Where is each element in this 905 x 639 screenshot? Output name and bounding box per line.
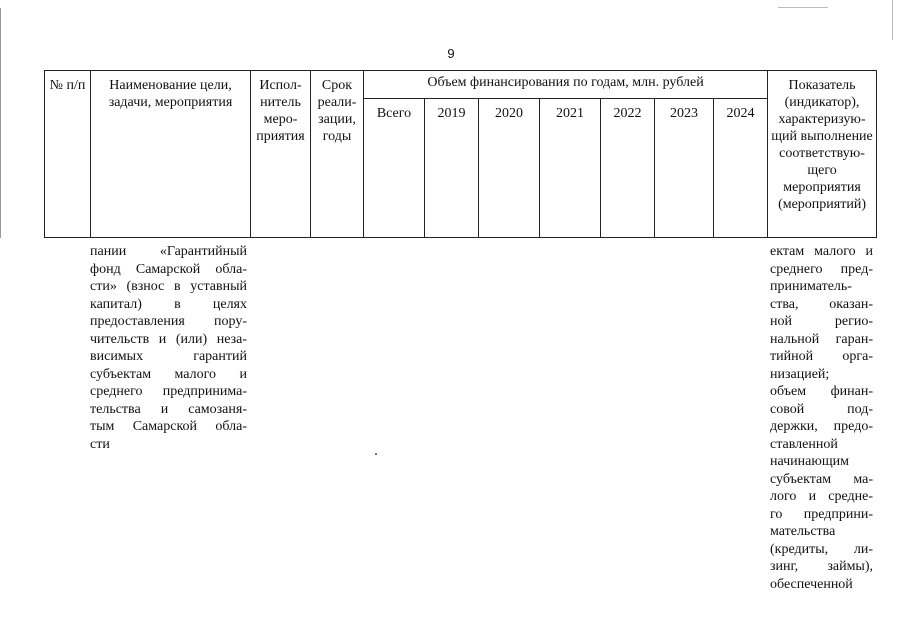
text-line: нальной гаран- [770,331,873,347]
text-line: тельства и самозаня- [90,401,247,417]
header-cell-executor: Испол-нитель меро-приятия [251,71,311,238]
text-line: обеспеченной [770,576,853,592]
scan-edge-mark [778,7,828,8]
header-cell-year: 2023 [655,99,714,238]
text-line: лого и средне- [770,489,873,504]
text-line: зинг, займы), [770,559,873,574]
text-line: начинающим [770,454,849,469]
text-line: ставленной [770,436,838,452]
text-line: совой под- [770,401,873,417]
text-line: ектам малого и [770,244,873,259]
text-line: тым Самарской обла- [90,419,247,434]
text-line: (кредиты, ли- [770,541,873,557]
text-line: объем финан- [770,384,873,399]
scan-edge-mark [892,0,893,40]
header-cell-funding-group: Объем финансирования по годам, млн. рублей [364,71,768,99]
text-line: ства, оказан- [770,296,873,312]
header-cell-year: 2024 [714,99,768,238]
text-line: субъектам ма- [770,471,873,487]
header-cell-year: 2020 [479,99,540,238]
scan-edge-mark [0,8,1,238]
text-line: капитал) в целях [90,296,247,312]
text-line: фонд Самарской обла- [90,261,247,277]
header-cell-number: № п/п [45,71,91,238]
header-cell-indicator: Показатель (индикатор), характеризую-щий выполнение соответствую-щего мероприятия (мероприятий) [768,71,877,238]
text-line: низацией; [770,366,830,382]
text-line: висимых гарантий [90,349,247,364]
indicator-text [770,243,873,593]
scan-dot [375,453,377,455]
text-line: предоставления пору- [90,314,247,329]
header-cell-term: Срок реали-зации, годы [311,71,364,238]
page-number: 9 [447,46,455,61]
text-line: тийной орга- [770,349,873,364]
text-line: мательства [770,524,836,539]
text-line: субъектам малого и [90,366,247,382]
text-line: приниматель- [770,279,852,294]
header-cell-total: Всего [364,99,425,238]
text-line: среднего предпринима- [90,384,247,399]
text-line: го предприни- [770,506,873,522]
header-cell-name: Наименование цели, задачи, мероприятия [91,71,251,238]
header-cell-year: 2022 [601,99,655,238]
text-line: держки, предо- [770,419,873,434]
measure-name-text [90,243,247,453]
text-line: сти» (взнос в уставный [90,279,247,294]
text-line: чительств и (или) неза- [90,331,247,347]
header-cell-year: 2021 [540,99,601,238]
text-line: сти [90,436,110,452]
text-line: пании «Гарантийный [90,244,247,259]
text-line: среднего пред- [770,261,873,277]
program-table-header [44,70,877,238]
header-cell-year: 2019 [425,99,479,238]
text-line: ной регио- [770,314,873,329]
